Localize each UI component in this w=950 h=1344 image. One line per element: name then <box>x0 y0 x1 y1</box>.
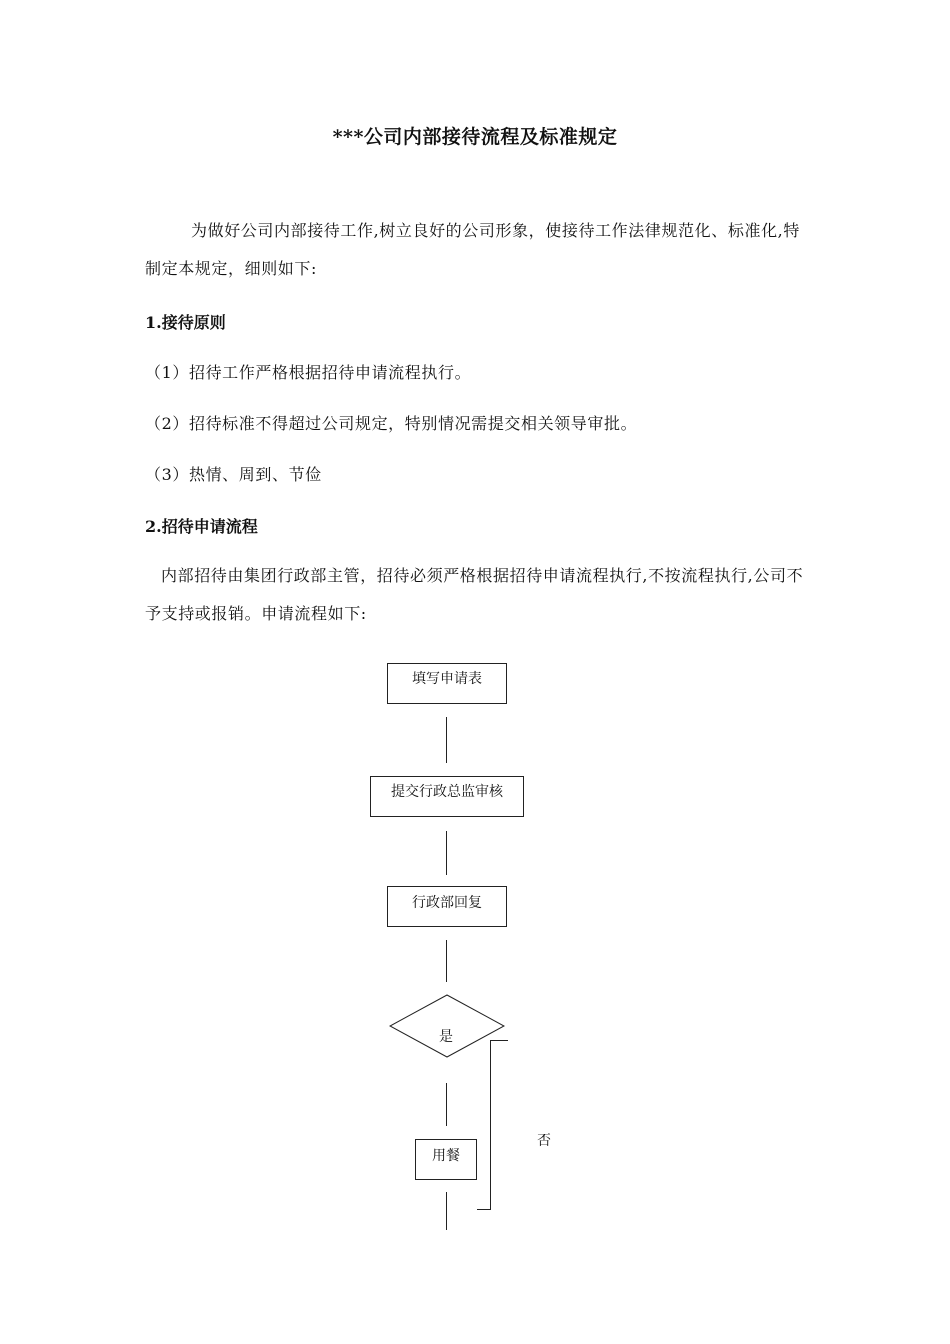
section-2-paragraph: 内部招待由集团行政部主管，招待必须严格根据招待申请流程执行,不按流程执行,公司不予支持或报销。申请流程如下: <box>145 566 804 623</box>
decision-label-yes: 是 <box>439 1029 453 1045</box>
principle-item-1: （1）招待工作严格根据招待申请流程执行。 <box>145 363 472 382</box>
connector-line <box>446 717 447 763</box>
flow-step-submit-review: 提交行政总监审核 <box>370 776 524 817</box>
section-1-heading: 1.接待原则 <box>145 313 226 332</box>
flow-step-fill-form: 填写申请表 <box>387 663 507 704</box>
flow-step-admin-reply: 行政部回复 <box>387 886 507 927</box>
decision-label-no: 否 <box>537 1133 551 1149</box>
section-2-heading: 2.招待申请流程 <box>145 517 258 536</box>
no-branch-line-top <box>490 1040 508 1041</box>
document-title: ***公司内部接待流程及标准规定 <box>332 126 618 148</box>
principle-item-3: （3）热情、周到、节俭 <box>145 465 322 484</box>
connector-line <box>446 831 447 875</box>
connector-line <box>446 940 447 982</box>
connector-line <box>446 1083 447 1126</box>
no-branch-line-bottom <box>477 1209 491 1210</box>
flow-step-dining: 用餐 <box>415 1139 477 1180</box>
intro-paragraph: 为做好公司内部接待工作,树立良好的公司形象，使接待工作法律规范化、标准化,特制定本规定，细则如下: <box>145 221 800 278</box>
principle-item-2: （2）招待标准不得超过公司规定，特别情况需提交相关领导审批。 <box>145 414 638 433</box>
connector-line <box>446 1192 447 1230</box>
no-branch-line <box>490 1040 491 1210</box>
